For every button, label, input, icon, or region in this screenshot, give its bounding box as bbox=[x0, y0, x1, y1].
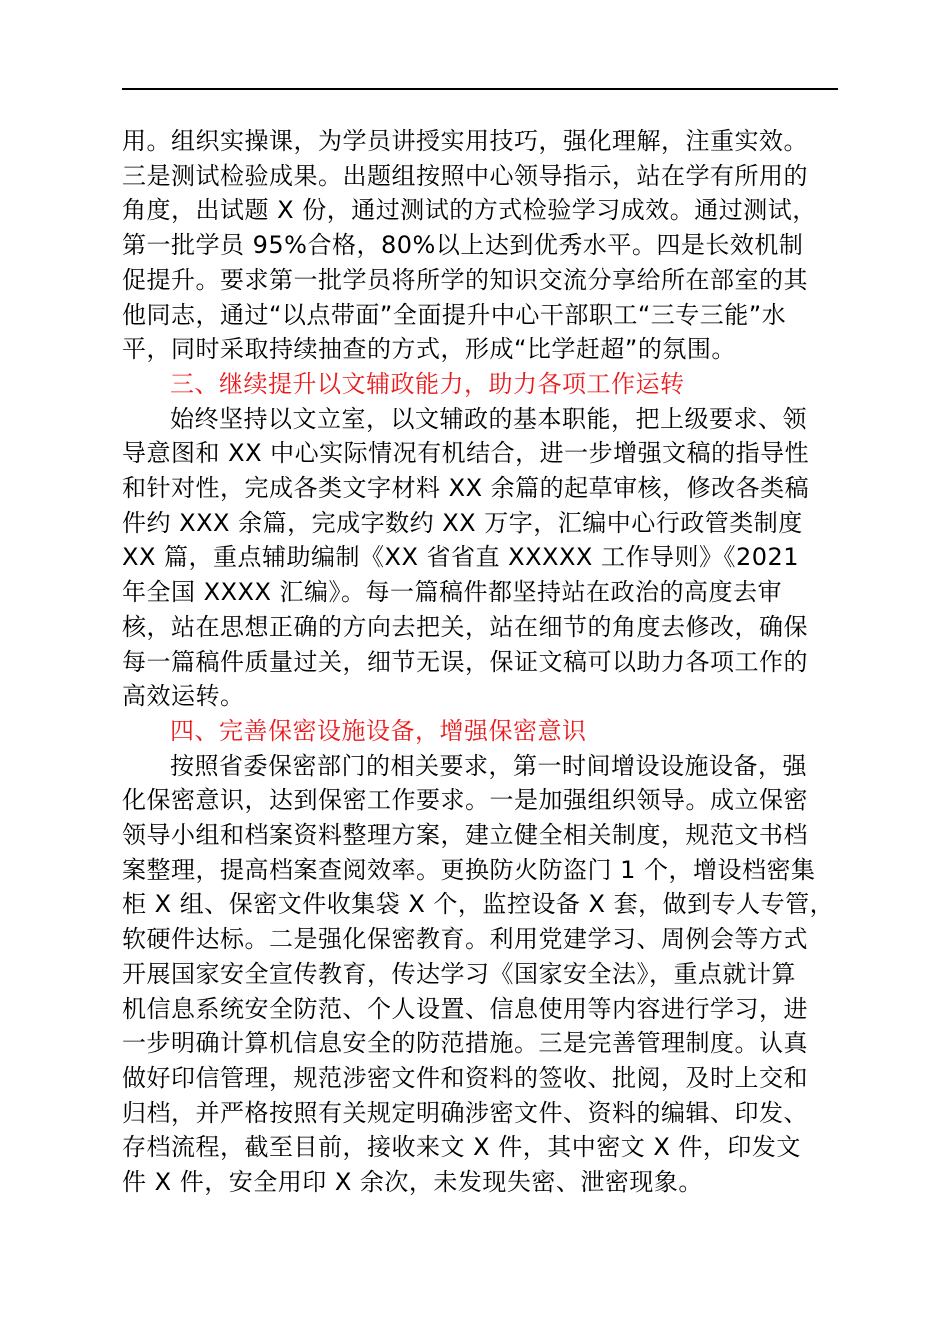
text-line: 存档流程，截至目前，接收来文 X 件，其中密文 X 件，印发文 bbox=[122, 1133, 801, 1162]
text-line: 软硬件达标。二是强化保密教育。利用党建学习、周例会等方式 bbox=[122, 925, 808, 954]
text-line: 柜 X 组、保密文件收集袋 X 个，监控设备 X 套，做到专人专管， bbox=[122, 890, 835, 919]
paragraph-section-4 bbox=[122, 749, 838, 1200]
text-line: 和针对性，完成各类文字材料 XX 余篇的起草审核，修改各类稿 bbox=[122, 474, 810, 503]
text-line: 化保密意识，达到保密工作要求。一是加强组织领导。成立保密 bbox=[122, 786, 808, 815]
text-line: 归档，并严格按照有关规定明确涉密文件、资料的编辑、印发、 bbox=[122, 1098, 808, 1127]
text-line: 核，站在思想正确的方向去把关，站在细节的角度去修改，确保 bbox=[122, 612, 808, 641]
text-line: 一步明确计算机信息安全的防范措施。三是完善管理制度。认真 bbox=[122, 1029, 808, 1058]
heading-text: 三、继续提升以文辅政能力，助力各项工作运转 bbox=[170, 369, 685, 398]
text-line: 他同志，通过“以点带面”全面提升中心干部职工“三专三能”水 bbox=[122, 300, 787, 329]
text-line: 导意图和 XX 中心实际情况有机结合，进一步增强文稿的指导性 bbox=[122, 439, 810, 468]
text-line: 按照省委保密部门的相关要求，第一时间增设设施设备，强 bbox=[170, 751, 807, 780]
text-line: 促提升。要求第一批学员将所学的知识交流分享给所在部室的其 bbox=[122, 265, 808, 294]
paragraph-continued bbox=[122, 124, 838, 367]
text-line: 每一篇稿件质量过关，细节无误，保证文稿可以助力各项工作的 bbox=[122, 647, 808, 676]
document-body bbox=[122, 124, 838, 1200]
text-line: 件 X 件，安全用印 X 余次，未发现失密、泄密现象。 bbox=[122, 1168, 703, 1197]
text-line: 年全国 XXXX 汇编》。每一篇稿件都坚持站在政治的高度去审 bbox=[122, 578, 783, 607]
text-line: 高效运转。 bbox=[122, 682, 245, 711]
text-line: XX 篇，重点辅助编制《XX 省省直 XXXXX 工作导则》《2021 bbox=[122, 543, 800, 572]
heading-text: 四、完善保密设施设备，增强保密意识 bbox=[170, 716, 587, 745]
paragraph-section-3 bbox=[122, 402, 838, 714]
text-line: 角度，出试题 X 份，通过测试的方式检验学习成效。通过测试， bbox=[122, 196, 817, 225]
text-line: 案整理，提高档案查阅效率。更换防火防盗门 1 个，增设档密集 bbox=[122, 855, 816, 884]
header-rule bbox=[122, 88, 838, 90]
text-line: 始终坚持以文立室，以文辅政的基本职能，把上级要求、领 bbox=[170, 404, 807, 433]
section-heading-3 bbox=[122, 367, 838, 402]
text-line: 平，同时采取持续抽查的方式，形成“比学赶超”的氛围。 bbox=[122, 335, 736, 364]
text-line: 三是测试检验成果。出题组按照中心领导指示，站在学有所用的 bbox=[122, 161, 808, 190]
section-heading-4 bbox=[122, 714, 838, 749]
text-line: 用。组织实操课，为学员讲授实用技巧，强化理解，注重实效。 bbox=[122, 127, 808, 155]
text-line: 做好印信管理，规范涉密文件和资料的签收、批阅，及时上交和 bbox=[122, 1063, 808, 1092]
text-line: 领导小组和档案资料整理方案，建立健全相关制度，规范文书档 bbox=[122, 821, 808, 850]
text-line: 机信息系统安全防范、个人设置、信息使用等内容进行学习，进 bbox=[122, 994, 808, 1023]
text-line: 开展国家安全宣传教育，传达学习《国家安全法》，重点就计算 bbox=[122, 959, 796, 988]
text-line: 第一批学员 95%合格，80%以上达到优秀水平。四是长效机制 bbox=[122, 231, 804, 260]
text-line: 件约 XXX 余篇，完成字数约 XX 万字，汇编中心行政管类制度 bbox=[122, 508, 803, 537]
